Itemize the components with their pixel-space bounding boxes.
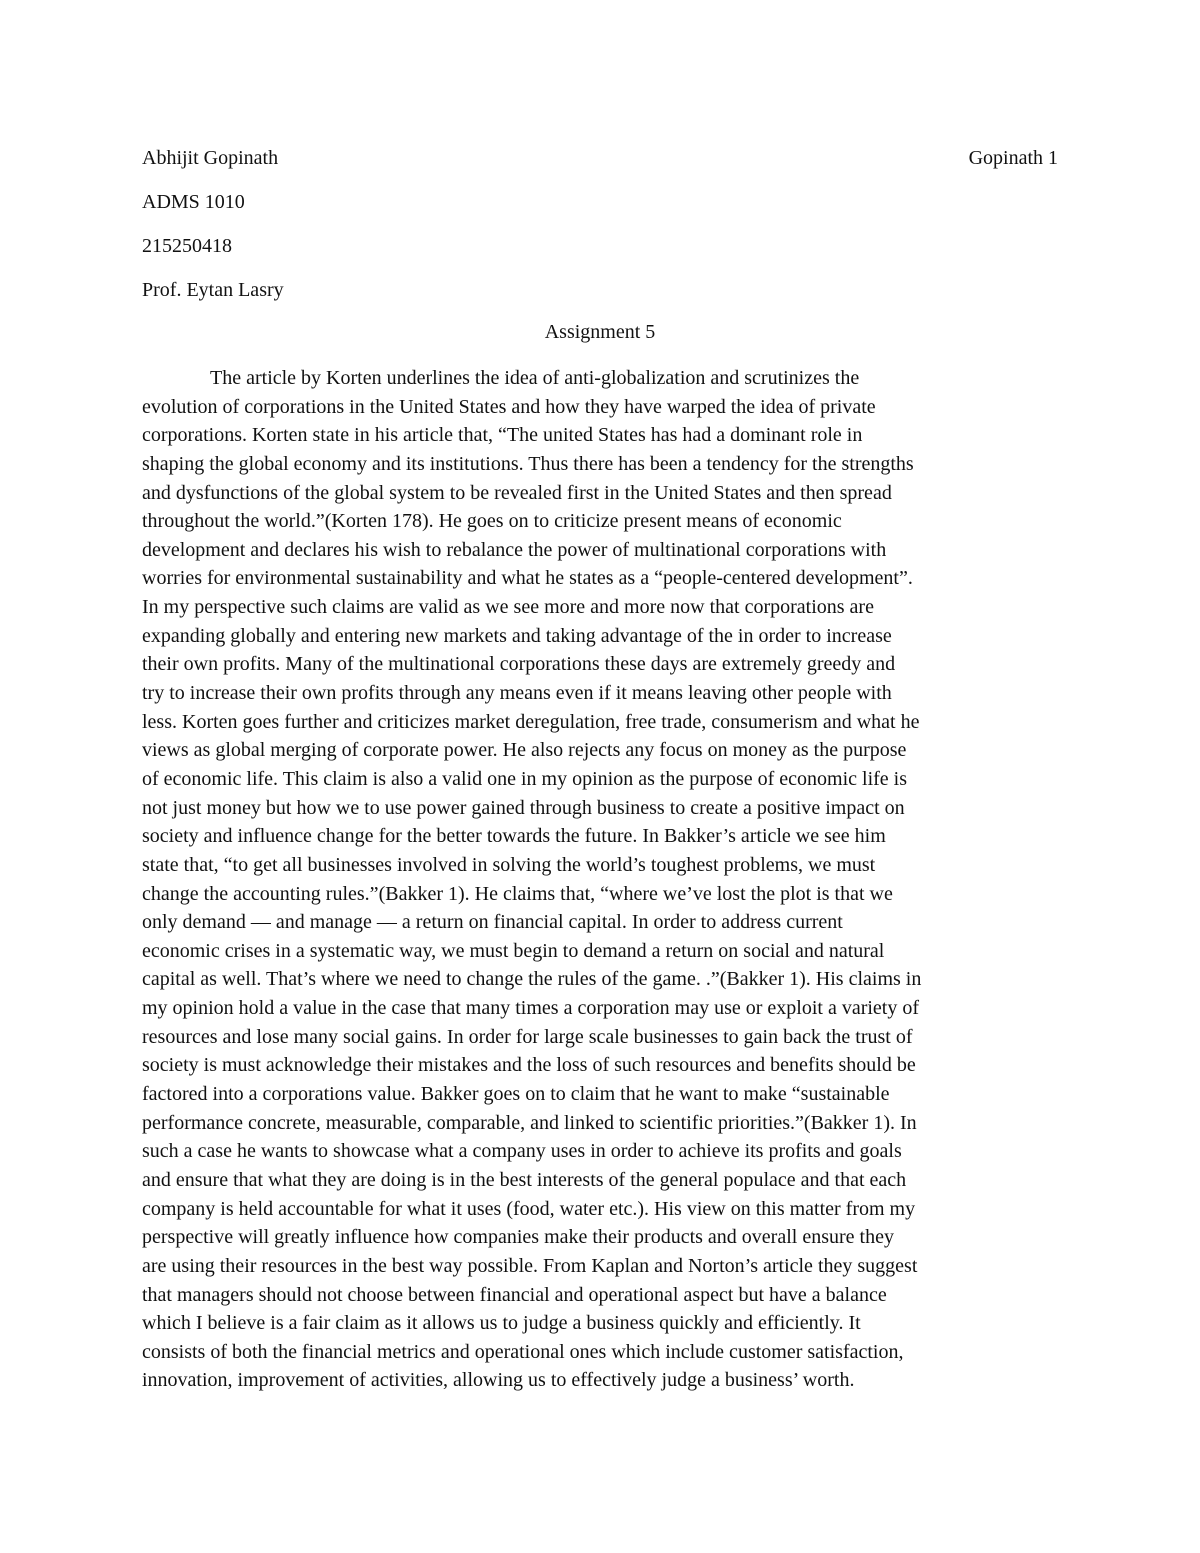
body-line: In my perspective such claims are valid as we see more and more now that corporations are	[142, 596, 874, 619]
body-line: worries for environmental sustainability and what he states as a “people-centered development”.	[142, 567, 913, 590]
body-line: and dysfunctions of the global system to be revealed first in the United States and then spread	[142, 481, 892, 504]
body-line: and ensure that what they are doing is in the best interests of the general populace and that each	[142, 1168, 907, 1191]
body-line: only demand — and manage — a return on financial capital. In order to address current	[142, 911, 843, 934]
body-line: consists of both the financial metrics and operational ones which include customer satisfaction,	[142, 1340, 904, 1363]
body-paragraph	[142, 364, 1058, 1395]
body-line: evolution of corporations in the United States and how they have warped the idea of private	[142, 395, 876, 418]
body-line: performance concrete, measurable, comparable, and linked to scientific priorities.”(Bakker 1). In	[142, 1111, 917, 1134]
body-line: not just money but how we to use power gained through business to create a positive impact on	[142, 796, 905, 819]
body-line: less. Korten goes further and criticizes market deregulation, free trade, consumerism and what he	[142, 710, 920, 733]
body-line: factored into a corporations value. Bakker goes on to claim that he want to make “sustainable	[142, 1083, 890, 1106]
body-line: such a case he wants to showcase what a company uses in order to achieve its profits and goals	[142, 1140, 902, 1163]
body-line: capital as well. That’s where we need to change the rules of the game. .”(Bakker 1). His claims in	[142, 968, 922, 991]
body-line: state that, “to get all businesses involved in solving the world’s toughest problems, we must	[142, 853, 876, 876]
body-line: corporations. Korten state in his article that, “The united States has had a dominant role in	[142, 424, 863, 447]
body-line: try to increase their own profits through any means even if it means leaving other people with	[142, 682, 892, 705]
body-line: The article by Korten underlines the idea of anti-globalization and scrutinizes the	[210, 367, 860, 389]
body-line: expanding globally and entering new markets and taking advantage of the in order to increase	[142, 624, 892, 647]
body-line: innovation, improvement of activities, allowing us to effectively judge a business’ worth.	[142, 1369, 855, 1392]
author-name: Abhijit Gopinath	[142, 147, 279, 169]
body-line: perspective will greatly influence how companies make their products and overall ensure they	[142, 1226, 894, 1249]
course-code: ADMS 1010	[142, 191, 245, 213]
body-line: views as global merging of corporate power. He also rejects any focus on money as the purpose	[142, 739, 907, 762]
student-id: 215250418	[142, 235, 232, 257]
body-line: throughout the world.”(Korten 178). He goes on to criticize present means of economic	[142, 510, 842, 533]
body-line: their own profits. Many of the multinational corporations these days are extremely greedy and	[142, 653, 896, 676]
body-line: change the accounting rules.”(Bakker 1). He claims that, “where we’ve lost the plot is that we	[142, 882, 893, 905]
body-line: shaping the global economy and its institutions. Thus there has been a tendency for the strengths	[142, 452, 914, 475]
body-line: resources and lose many social gains. In order for large scale businesses to gain back the trust of	[142, 1025, 913, 1048]
body-line: company is held accountable for what it uses (food, water etc.). His view on this matter from my	[142, 1197, 916, 1220]
body-line: which I believe is a fair claim as it allows us to judge a business quickly and efficiently. It	[142, 1312, 861, 1335]
body-line: are using their resources in the best way possible. From Kaplan and Norton’s article they suggest	[142, 1254, 918, 1277]
body-line: my opinion hold a value in the case that many times a corporation may use or exploit a variety of	[142, 997, 920, 1020]
body-line: development and declares his wish to rebalance the power of multinational corporations with	[142, 538, 887, 561]
professor-name: Prof. Eytan Lasry	[142, 279, 284, 301]
page-number: Gopinath 1	[968, 147, 1058, 169]
body-line: society and influence change for the better towards the future. In Bakker’s article we see him	[142, 825, 886, 848]
body-line: of economic life. This claim is also a valid one in my opinion as the purpose of economic life is	[142, 767, 908, 790]
body-line: society is must acknowledge their mistakes and the loss of such resources and benefits should be	[142, 1054, 916, 1077]
body-line: that managers should not choose between financial and operational aspect but have a balance	[142, 1283, 887, 1306]
document-title: Assignment 5	[544, 321, 656, 343]
body-line: economic crises in a systematic way, we must begin to demand a return on social and natural	[142, 939, 885, 962]
